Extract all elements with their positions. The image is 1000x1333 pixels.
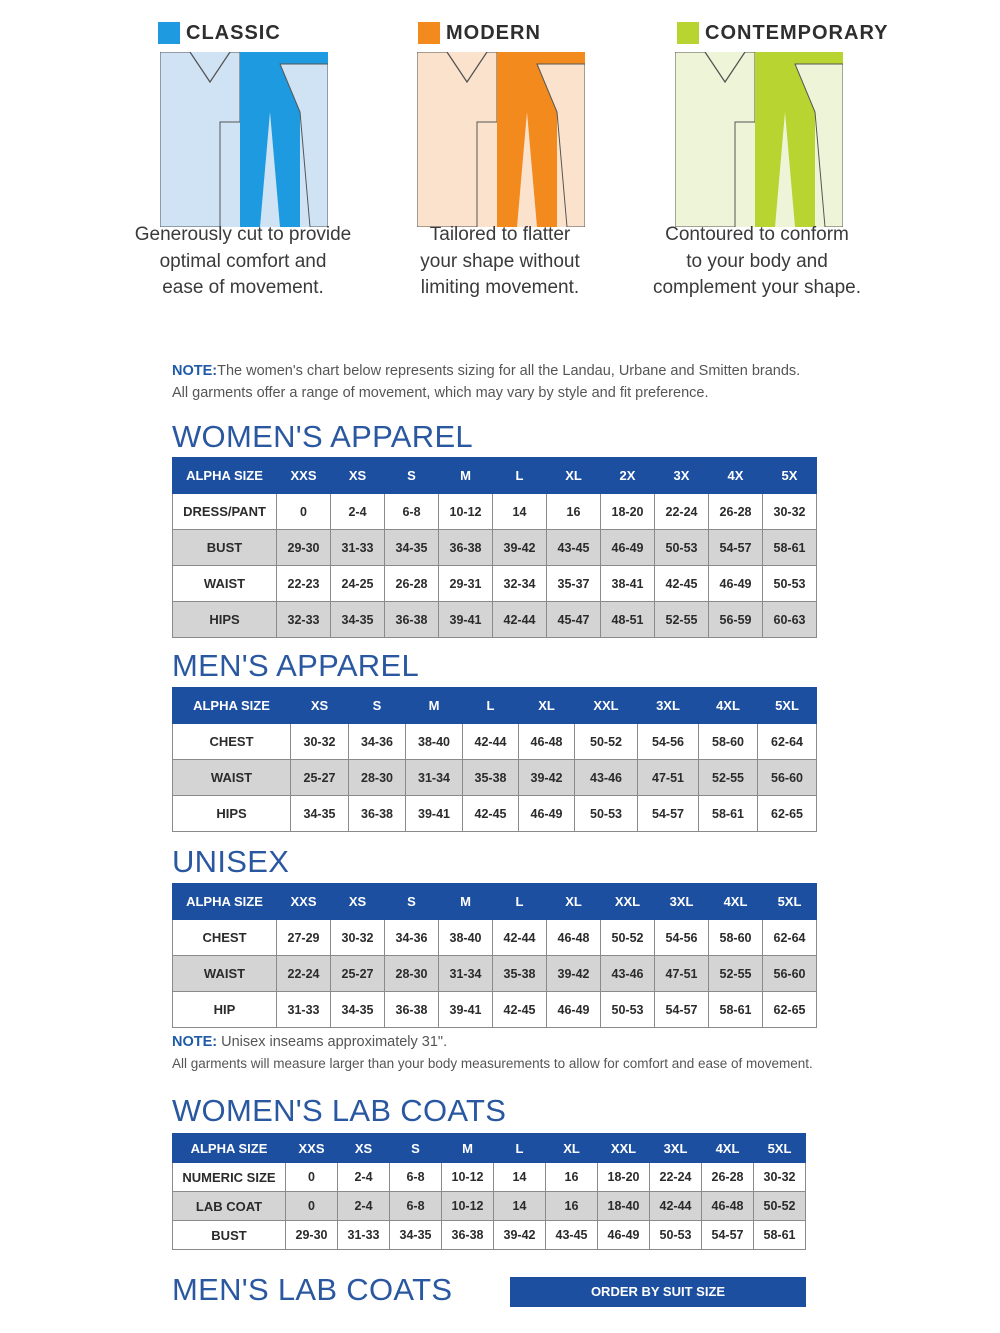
table-cell: 28-30 [385,956,439,992]
table-cell: 46-48 [702,1192,754,1221]
table-cell: 10-12 [442,1163,494,1192]
table-cell: 29-31 [439,566,493,602]
table-cell: 36-38 [439,530,493,566]
row-label: WAIST [173,956,277,992]
header-cell: 3XL [650,1134,702,1163]
fit-modern-header [418,18,668,48]
row-label: BUST [173,1221,286,1250]
note2-line-1: Unisex inseams approximately 31". [221,1034,448,1050]
table-cell: 34-36 [349,724,406,760]
header-cell: 3XL [638,688,699,724]
table-cell: 16 [546,1163,598,1192]
table-cell: 46-49 [598,1221,650,1250]
row-label: WAIST [173,760,291,796]
table-cell: 6-8 [390,1192,442,1221]
table-cell: 0 [277,494,331,530]
classic-scrubs-illustration-icon [160,52,328,227]
table-cell: 60-63 [763,602,817,638]
header-cell: S [349,688,406,724]
table-cell: 31-33 [338,1221,390,1250]
table-cell: 54-56 [655,920,709,956]
table-cell: 30-32 [763,494,817,530]
womens-header-row [173,458,817,494]
table-cell: 46-49 [601,530,655,566]
table-cell: 14 [494,1163,546,1192]
table-cell: 0 [286,1163,338,1192]
table-cell: 36-38 [385,602,439,638]
modern-desc-line-2: your shape without [420,250,580,272]
table-cell: 38-40 [406,724,463,760]
header-cell: 5XL [754,1134,806,1163]
table-cell: 29-30 [277,530,331,566]
table-cell: 39-42 [493,530,547,566]
row-label: NUMERIC SIZE [173,1163,286,1192]
fit-contemporary-description [617,222,897,302]
header-cell: ALPHA SIZE [173,458,277,494]
table-cell: 50-53 [601,992,655,1028]
header-cell: XL [547,884,601,920]
mens-header-row [173,688,817,724]
table-cell: 18-20 [598,1163,650,1192]
table-cell: 25-27 [291,760,349,796]
table-cell: 18-40 [598,1192,650,1221]
table-cell: 54-57 [709,530,763,566]
unisex-note [172,1031,932,1075]
header-cell: M [439,458,493,494]
table-cell: 42-44 [463,724,519,760]
table-cell: 62-65 [763,992,817,1028]
table-cell: 39-41 [439,992,493,1028]
table-cell: 26-28 [709,494,763,530]
header-cell: XS [331,884,385,920]
table-cell: 58-61 [754,1221,806,1250]
table-cell: 39-42 [547,956,601,992]
table-cell: 25-27 [331,956,385,992]
header-cell: M [406,688,463,724]
fit-modern [418,18,668,48]
table-cell: 34-35 [291,796,349,832]
header-cell: 4XL [702,1134,754,1163]
table-cell: 50-52 [575,724,638,760]
header-cell: XXL [601,884,655,920]
header-cell: XL [547,458,601,494]
table-cell: 22-24 [650,1163,702,1192]
table-cell: 56-59 [709,602,763,638]
table-cell: 6-8 [390,1163,442,1192]
unisex-title: UNISEX [172,844,290,879]
table-cell: 39-42 [519,760,575,796]
table-cell: 50-53 [763,566,817,602]
womens-row [173,530,817,566]
header-cell: L [493,458,547,494]
table-cell: 26-28 [702,1163,754,1192]
table-cell: 48-51 [601,602,655,638]
header-cell: S [390,1134,442,1163]
table-cell: 62-64 [758,724,817,760]
table-cell: 2-4 [331,494,385,530]
header-cell: XXS [277,458,331,494]
header-cell: XS [338,1134,390,1163]
table-cell: 50-53 [655,530,709,566]
header-cell: 5X [763,458,817,494]
modern-scrubs-illustration-icon [417,52,585,227]
brand-sizing-note [172,360,932,404]
header-cell: 5XL [758,688,817,724]
womens-apparel-table [172,457,817,638]
classic-desc-line-1: Generously cut to provide [134,224,352,245]
contemporary-scrubs-illustration-icon [675,52,843,227]
unisex-row [173,920,817,956]
table-cell: 14 [493,494,547,530]
fit-contemporary [677,18,927,48]
table-cell: 29-30 [286,1221,338,1250]
mens-row [173,796,817,832]
header-cell: XL [546,1134,598,1163]
table-cell: 50-53 [575,796,638,832]
unisex-row [173,992,817,1028]
womens-lab-coats-title: WOMEN'S LAB COATS [172,1093,507,1128]
table-cell: 58-61 [709,992,763,1028]
table-cell: 30-32 [291,724,349,760]
table-cell: 42-44 [493,920,547,956]
fit-modern-name: MODERN [446,21,541,44]
unisex-row [173,956,817,992]
table-cell: 34-35 [331,992,385,1028]
classic-desc-line-2: optimal comfort and [159,250,327,272]
note-label: NOTE: [172,363,218,379]
header-cell: M [442,1134,494,1163]
table-cell: 22-24 [277,956,331,992]
header-cell: 3X [655,458,709,494]
table-cell: 42-45 [463,796,519,832]
note-line-1: The women's chart below represents sizing for all the Landau, Urbane and Smitten brands. [217,363,801,379]
row-label: HIPS [173,796,291,832]
header-cell: ALPHA SIZE [173,1134,286,1163]
fit-modern-description [360,222,640,302]
classic-desc-line-3: ease of movement. [162,277,324,298]
header-cell: 4XL [699,688,758,724]
table-cell: 22-24 [655,494,709,530]
table-cell: 31-33 [277,992,331,1028]
header-cell: M [439,884,493,920]
table-cell: 36-38 [442,1221,494,1250]
header-cell: XXS [286,1134,338,1163]
womens-apparel-title: WOMEN'S APPAREL [172,419,473,454]
table-cell: 62-65 [758,796,817,832]
modern-desc-line-3: limiting movement. [420,277,580,298]
table-cell: 58-61 [763,530,817,566]
table-cell: 26-28 [385,566,439,602]
labcoats-row [173,1163,806,1192]
table-cell: 34-35 [390,1221,442,1250]
table-cell: 39-42 [494,1221,546,1250]
table-cell: 54-56 [638,724,699,760]
header-cell: 3XL [655,884,709,920]
contemporary-desc-line-3: complement your shape. [652,277,862,298]
header-cell: ALPHA SIZE [173,884,277,920]
table-cell: 62-64 [763,920,817,956]
header-cell: XXL [575,688,638,724]
table-cell: 46-49 [519,796,575,832]
table-cell: 31-34 [406,760,463,796]
table-cell: 54-57 [638,796,699,832]
table-cell: 14 [494,1192,546,1221]
table-cell: 47-51 [638,760,699,796]
mens-apparel-title: MEN'S APPAREL [172,648,419,683]
row-label: LAB COAT [173,1192,286,1221]
table-cell: 39-41 [439,602,493,638]
table-cell: 42-45 [493,992,547,1028]
table-cell: 2-4 [338,1192,390,1221]
mens-row [173,760,817,796]
table-cell: 10-12 [439,494,493,530]
header-cell: XS [331,458,385,494]
table-cell: 10-12 [442,1192,494,1221]
contemporary-swatch-icon [677,22,699,44]
labcoats-row [173,1221,806,1250]
table-cell: 28-30 [349,760,406,796]
table-cell: 36-38 [385,992,439,1028]
labcoats-row [173,1192,806,1221]
header-cell: L [494,1134,546,1163]
modern-swatch-icon [418,22,440,44]
row-label: CHEST [173,920,277,956]
table-cell: 16 [547,494,601,530]
table-cell: 54-57 [655,992,709,1028]
table-cell: 34-35 [331,602,385,638]
table-cell: 42-45 [655,566,709,602]
table-cell: 43-46 [601,956,655,992]
table-cell: 43-45 [546,1221,598,1250]
mens-row [173,724,817,760]
header-cell: S [385,458,439,494]
table-cell: 35-38 [493,956,547,992]
unisex-header-row [173,884,817,920]
header-cell: XS [291,688,349,724]
contemporary-desc-line-1: Contoured to conform [665,224,849,245]
modern-desc-line-1: Tailored to flatter [429,224,571,245]
table-cell: 35-37 [547,566,601,602]
table-cell: 30-32 [754,1163,806,1192]
table-cell: 42-44 [650,1192,702,1221]
header-cell: 4XL [709,884,763,920]
classic-swatch-icon [158,22,180,44]
table-cell: 46-49 [547,992,601,1028]
table-cell: 31-34 [439,956,493,992]
header-cell: S [385,884,439,920]
table-cell: 32-33 [277,602,331,638]
womens-lab-coats-table [172,1133,806,1250]
note2-line-2: All garments will measure larger than your body measurements to allow for comfort and ease of movement. [172,1056,813,1071]
table-cell: 32-34 [493,566,547,602]
fit-classic [158,18,408,48]
table-cell: 46-48 [547,920,601,956]
table-cell: 45-47 [547,602,601,638]
womens-row [173,494,817,530]
unisex-table [172,883,817,1028]
fit-classic-name: CLASSIC [186,21,281,44]
row-label: WAIST [173,566,277,602]
table-cell: 56-60 [763,956,817,992]
header-cell: L [493,884,547,920]
table-cell: 16 [546,1192,598,1221]
table-cell: 43-45 [547,530,601,566]
table-cell: 54-57 [702,1221,754,1250]
table-cell: 46-48 [519,724,575,760]
fit-classic-description [103,222,383,302]
fit-contemporary-header [677,18,927,48]
table-cell: 38-41 [601,566,655,602]
table-cell: 42-44 [493,602,547,638]
table-cell: 30-32 [331,920,385,956]
table-cell: 58-61 [699,796,758,832]
table-cell: 50-52 [754,1192,806,1221]
row-label: BUST [173,530,277,566]
mens-apparel-table [172,687,817,832]
table-cell: 46-49 [709,566,763,602]
table-cell: 47-51 [655,956,709,992]
table-cell: 43-46 [575,760,638,796]
table-cell: 52-55 [655,602,709,638]
womens-row [173,566,817,602]
fit-contemporary-name: CONTEMPORARY [705,21,889,44]
note2-label: NOTE: [172,1034,218,1050]
fit-classic-header [158,18,408,48]
contemporary-desc-line-2: to your body and [686,250,828,272]
table-cell: 27-29 [277,920,331,956]
table-cell: 34-36 [385,920,439,956]
header-cell: 4X [709,458,763,494]
order-by-suit-size-button[interactable]: ORDER BY SUIT SIZE [510,1277,806,1307]
table-cell: 52-55 [699,760,758,796]
table-cell: 56-60 [758,760,817,796]
table-cell: 6-8 [385,494,439,530]
table-cell: 39-41 [406,796,463,832]
row-label: HIPS [173,602,277,638]
note-line-2: All garments offer a range of movement, which may vary by style and fit preference. [172,385,709,401]
table-cell: 18-20 [601,494,655,530]
table-cell: 24-25 [331,566,385,602]
table-cell: 36-38 [349,796,406,832]
table-cell: 38-40 [439,920,493,956]
table-cell: 50-52 [601,920,655,956]
table-cell: 34-35 [385,530,439,566]
table-cell: 2-4 [338,1163,390,1192]
header-cell: 2X [601,458,655,494]
mens-lab-coats-title: MEN'S LAB COATS [172,1272,453,1307]
labcoats-header-row [173,1134,806,1163]
table-cell: 0 [286,1192,338,1221]
header-cell: L [463,688,519,724]
row-label: CHEST [173,724,291,760]
table-cell: 58-60 [699,724,758,760]
row-label: DRESS/PANT [173,494,277,530]
header-cell: 5XL [763,884,817,920]
table-cell: 31-33 [331,530,385,566]
table-cell: 22-23 [277,566,331,602]
header-cell: ALPHA SIZE [173,688,291,724]
table-cell: 50-53 [650,1221,702,1250]
header-cell: XXS [277,884,331,920]
header-cell: XL [519,688,575,724]
table-cell: 52-55 [709,956,763,992]
womens-row [173,602,817,638]
row-label: HIP [173,992,277,1028]
table-cell: 35-38 [463,760,519,796]
header-cell: XXL [598,1134,650,1163]
table-cell: 58-60 [709,920,763,956]
